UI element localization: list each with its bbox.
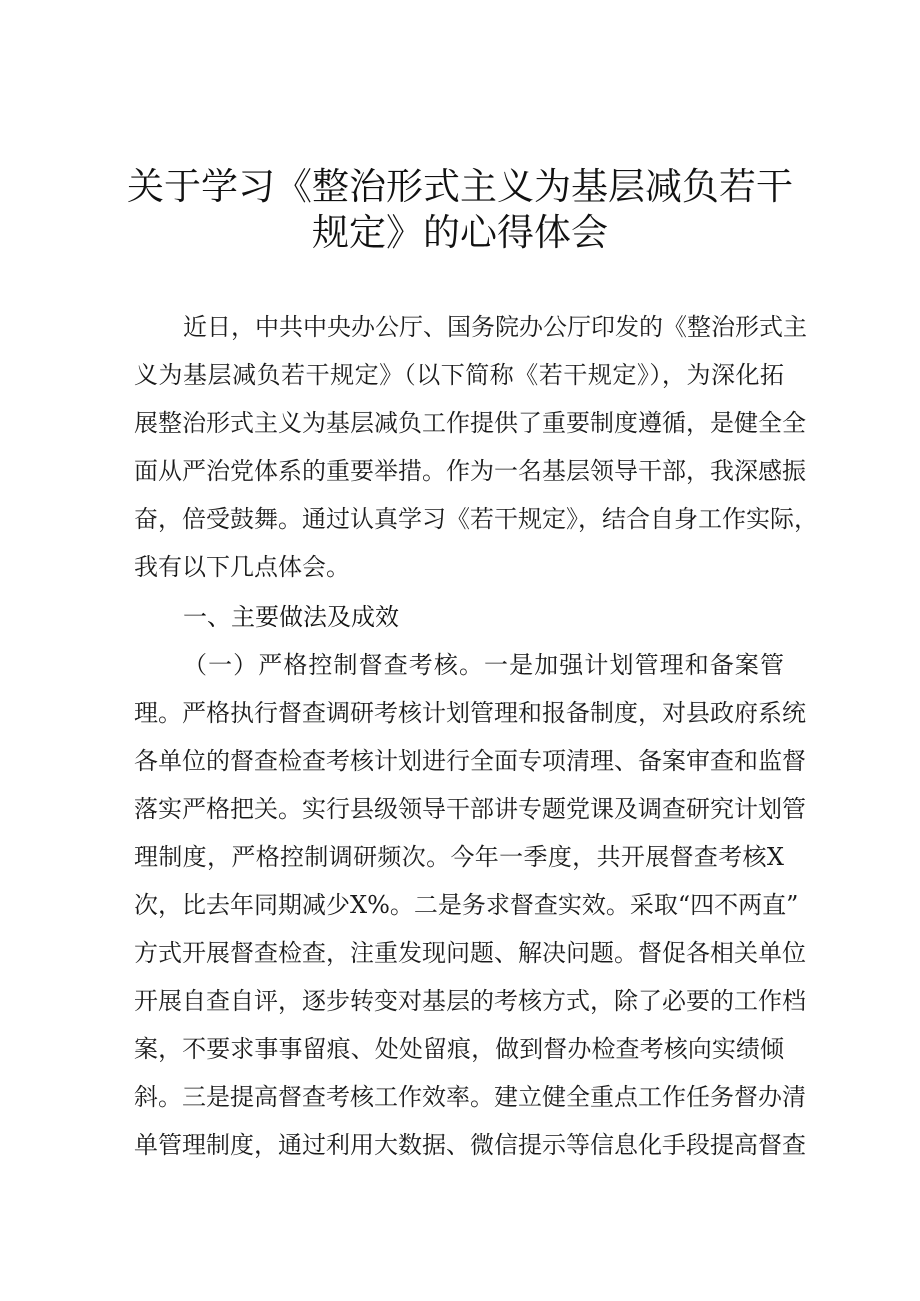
document-title-line-1: 关于学习《整治形式主义为基层减负若干 [127,165,793,208]
section-paragraph-line: 各单位的督查检查考核计划进行全面专项清理、备案审查和监督 [134,747,806,775]
section-paragraph-line: （一）严格控制督查考核。一是加强计划管理和备案管 [183,651,784,679]
intro-paragraph-line: 我有以下几点体会。 [134,553,350,581]
section-heading: 一、主要做法及成效 [183,603,399,631]
section-paragraph-line: 开展自查自评，逐步转变对基层的考核方式，除了必要的工作档 [134,987,806,1015]
section-paragraph-line: 理。严格执行督查调研考核计划管理和报备制度，对县政府系统 [134,699,806,727]
intro-paragraph-line: 奋，倍受鼓舞。通过认真学习《若干规定》，结合自身工作实际， [134,505,818,533]
intro-paragraph-line: 近日，中共中央办公厅、国务院办公厅印发的《整治形式主 [183,313,807,341]
section-paragraph-line: 次，比去年同期减少X%。二是务求督查实效。采取“四不两直” [134,891,799,919]
section-paragraph-line: 斜。三是提高督查考核工作效率。建立健全重点工作任务督办清 [134,1083,806,1111]
section-paragraph-line: 方式开展督查检查，注重发现问题、解决问题。督促各相关单位 [134,939,806,967]
section-paragraph-line: 理制度，严格控制调研频次。今年一季度，共开展督查考核X [134,843,784,871]
section-paragraph-line: 落实严格把关。实行县级领导干部讲专题党课及调查研究计划管 [134,795,806,823]
document-title-line-2: 规定》的心得体会 [312,211,608,254]
intro-paragraph-line: 面从严治党体系的重要举措。作为一名基层领导干部，我深感振 [134,457,806,485]
intro-paragraph-line: 展整治形式主义为基层减负工作提供了重要制度遵循，是健全全 [134,409,806,437]
section-paragraph-line: 单管理制度，通过利用大数据、微信提示等信息化手段提高督查 [134,1131,806,1159]
intro-paragraph-line: 义为基层减负若干规定》（以下简称《若干规定》），为深化拓 [134,361,784,389]
section-paragraph-line: 案，不要求事事留痕、处处留痕，做到督办检查考核向实绩倾 [134,1035,784,1063]
